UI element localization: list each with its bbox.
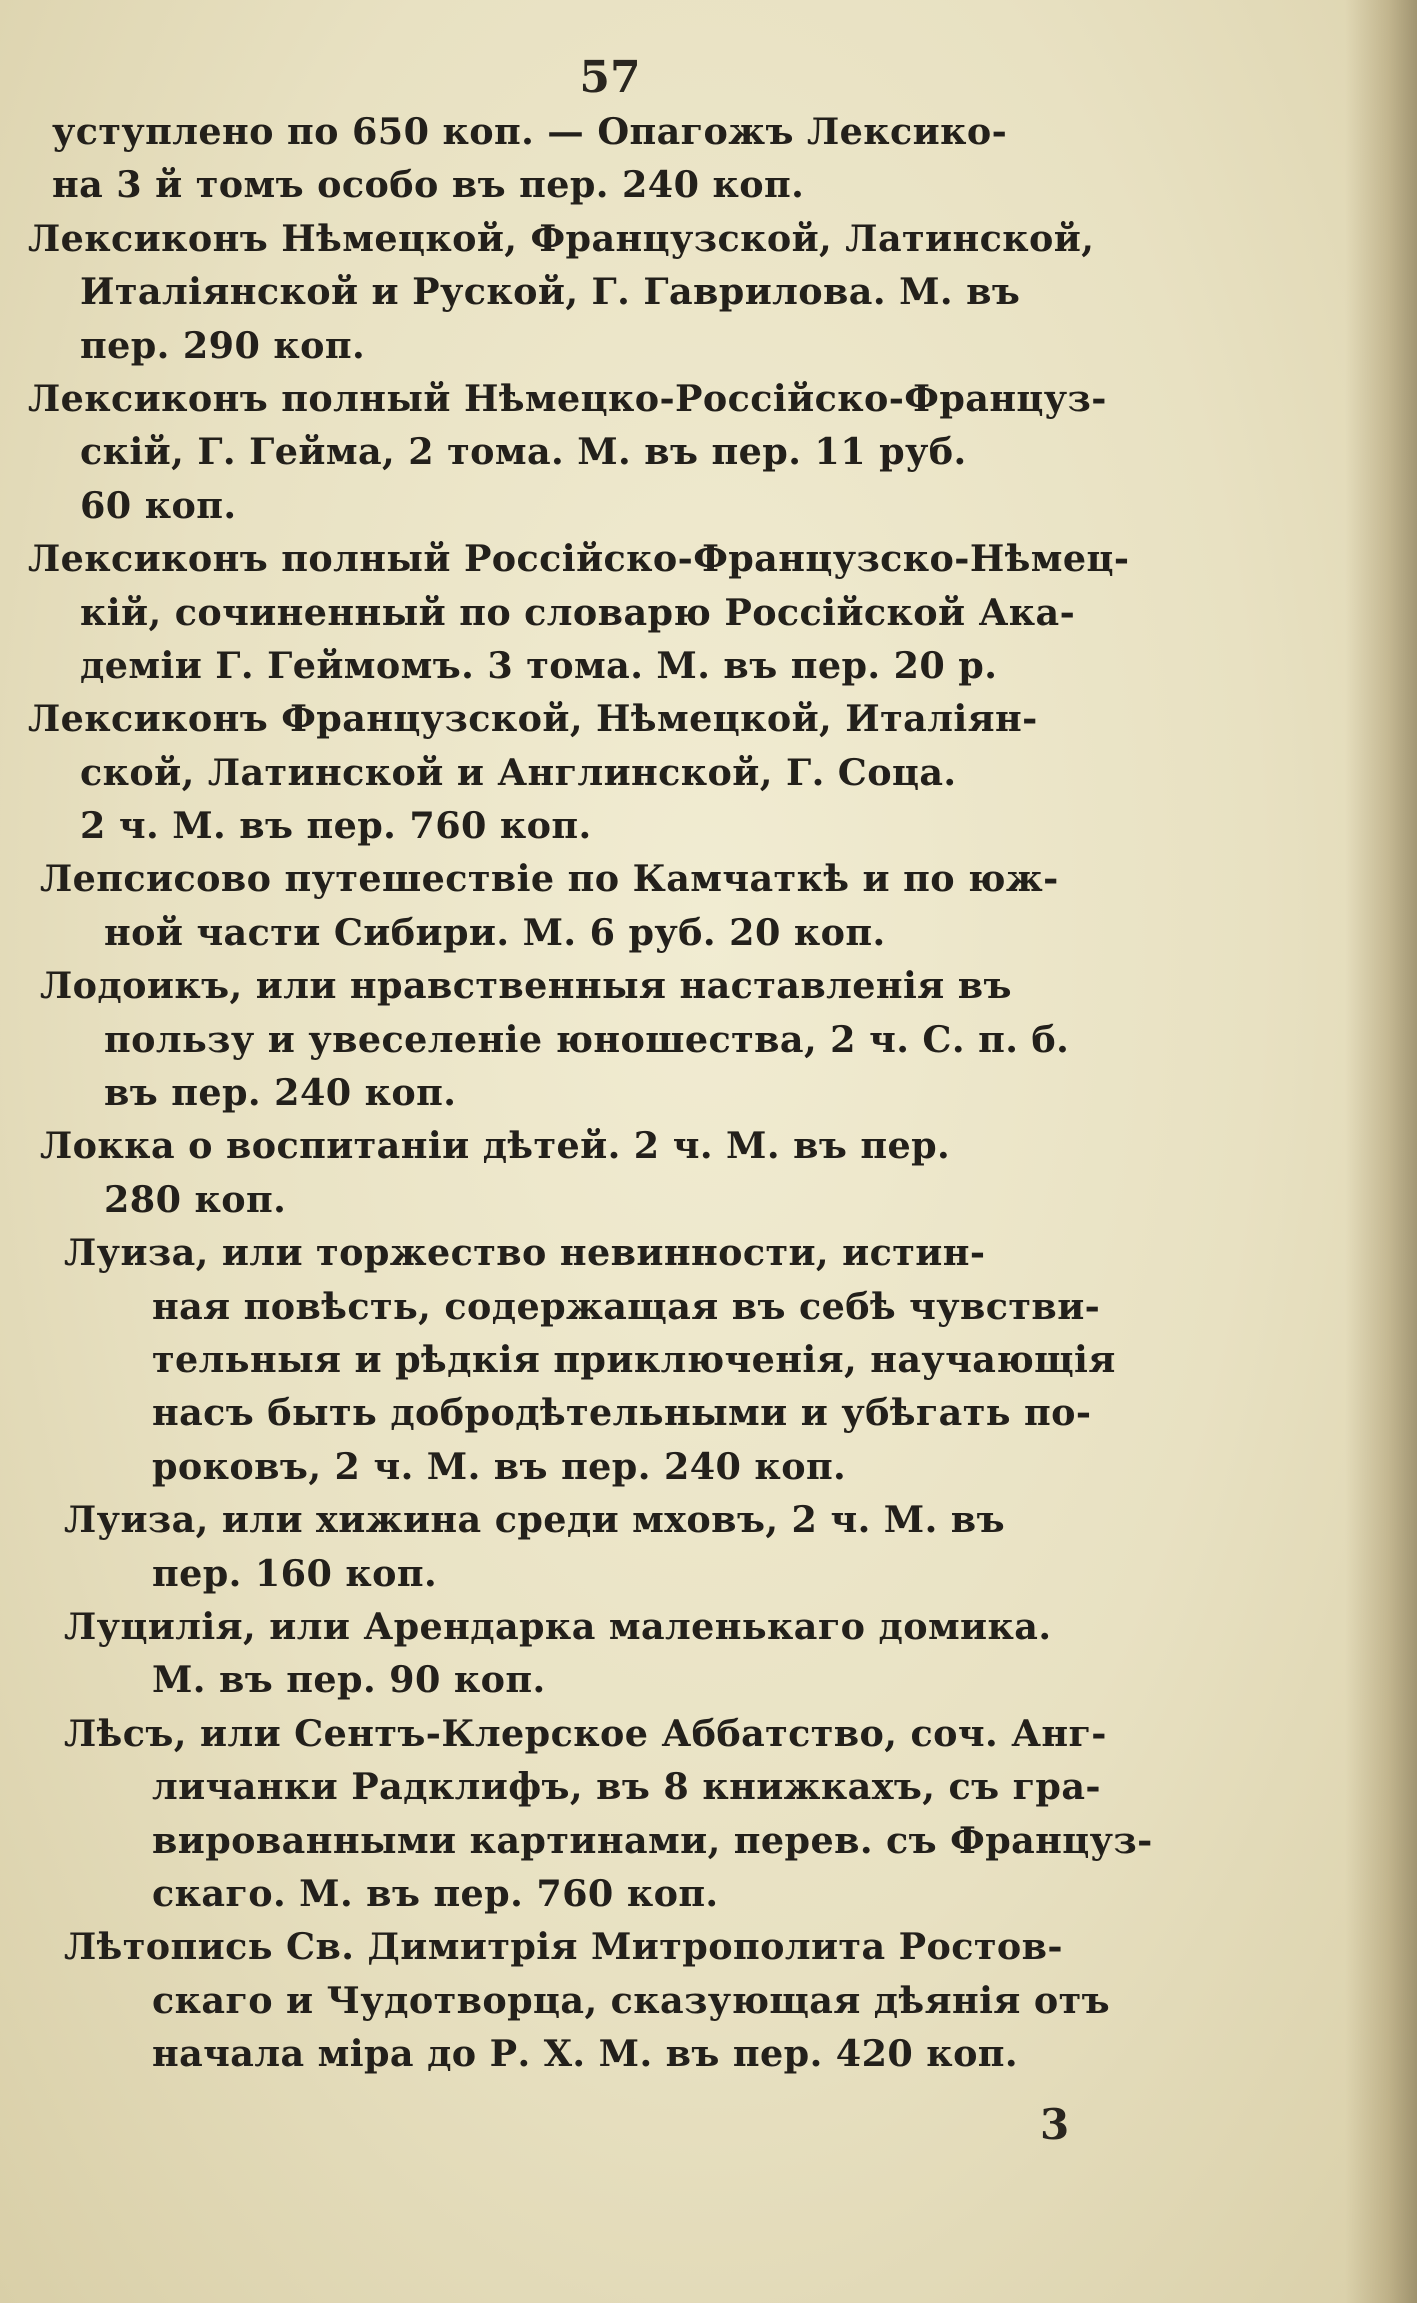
entry-line: Италіянской и Руской, Г. Гаврилова. М. въ xyxy=(80,270,1021,314)
page-number: 57 xyxy=(579,52,641,103)
entry-line: насъ быть добродѣтельными и убѣгать по- xyxy=(152,1391,1092,1435)
entry-line: Лѣтопись Св. Димитрія Митрополита Ростов- xyxy=(64,1925,1063,1969)
entry-line: начала міра до Р. Х. М. въ пер. 420 коп. xyxy=(152,2032,1019,2076)
catalog-entry xyxy=(28,1119,1268,1226)
catalog-entry xyxy=(28,852,1268,959)
entry-line: Лѣсъ, или Сентъ-Клерское Аббатство, соч. Анг- xyxy=(64,1711,1107,1755)
entry-line: роковъ, 2 ч. М. въ пер. 240 коп. xyxy=(152,1444,847,1488)
entry-line: ной части Сибири. М. 6 руб. 20 коп. xyxy=(104,910,886,954)
catalog-entry xyxy=(28,1226,1268,1493)
catalog-entry xyxy=(28,212,1268,372)
page-spine-shadow xyxy=(1345,0,1417,2303)
catalog-entry xyxy=(28,1600,1268,1707)
entry-line: въ пер. 240 коп. xyxy=(104,1071,457,1115)
entry-line: личанки Радклифъ, въ 8 книжкахъ, съ гра- xyxy=(152,1765,1101,1809)
entry-line: Луцилія, или Арендарка маленькаго домика. xyxy=(64,1604,1052,1648)
printer-signature-mark: 3 xyxy=(1040,2100,1070,2149)
entry-line: ная повѣсть, содержащая въ себѣ чувстви- xyxy=(152,1284,1101,1328)
entry-line: кій, сочиненный по словарю Россійской Ака- xyxy=(80,590,1076,634)
catalog-entry xyxy=(28,692,1268,852)
entry-line: 2 ч. М. въ пер. 760 коп. xyxy=(80,804,592,848)
entry-line: скаго и Чудотворца, сказующая дѣянія отъ xyxy=(152,1978,1110,2022)
entry-line: М. въ пер. 90 коп. xyxy=(152,1658,546,1702)
entry-line: скаго. М. въ пер. 760 коп. xyxy=(152,1871,719,1915)
entry-line: ской, Латинской и Англинской, Г. Соца. xyxy=(80,750,957,794)
catalog-entry xyxy=(28,1493,1268,1600)
catalog-entry xyxy=(28,1707,1268,1921)
entry-line: уступлено по 650 коп. — Опагожъ Лексико- xyxy=(52,110,1008,153)
entry-line: Лексиконъ Французской, Нѣмецкой, Италіян- xyxy=(28,697,1038,741)
entry-line: деміи Г. Геймомъ. 3 тома. М. въ пер. 20 р. xyxy=(80,643,998,687)
entry-line: Локка о воспитаніи дѣтей. 2 ч. М. въ пер. xyxy=(40,1124,951,1168)
catalog-entries xyxy=(28,105,1268,2080)
entry-line: Луиза, или торжество невинности, истин- xyxy=(64,1231,986,1275)
catalog-entry xyxy=(28,532,1268,692)
entry-line: Лексиконъ Нѣмецкой, Французской, Латинской, xyxy=(28,216,1095,260)
entry-line: скій, Г. Гейма, 2 тома. М. въ пер. 11 руб. xyxy=(80,430,967,474)
entry-line: 280 коп. xyxy=(104,1177,287,1221)
entry-line: на 3 й томъ особо въ пер. 240 коп. xyxy=(52,163,805,207)
catalog-entry xyxy=(28,372,1268,532)
entry-line: пер. 290 коп. xyxy=(80,323,366,367)
entry-line: Лепсисово путешествіе по Камчаткѣ и по юж- xyxy=(40,857,1059,901)
entry-line: 60 коп. xyxy=(80,483,237,527)
entry-line: пользу и увеселеніе юношества, 2 ч. С. п. б. xyxy=(104,1017,1070,1061)
entry-line: Лексиконъ полный Нѣмецко-Россійско-Француз- xyxy=(28,376,1107,420)
entry-line: пер. 160 коп. xyxy=(152,1551,438,1595)
entry-line: Лодоикъ, или нравственныя наставленія въ xyxy=(40,964,1012,1008)
catalog-entry xyxy=(28,1920,1268,2080)
entry-line: тельныя и рѣдкія приключенія, научающія xyxy=(152,1337,1116,1381)
entry-line: Луиза, или хижина среди мховъ, 2 ч. М. въ xyxy=(64,1498,1005,1542)
entry-line: вированными картинами, перев. съ Француз- xyxy=(152,1818,1153,1862)
entry-line: Лексиконъ полный Россійско-Французско-Нѣмец- xyxy=(28,537,1130,581)
catalog-entry xyxy=(28,105,1268,212)
catalog-entry xyxy=(28,959,1268,1119)
